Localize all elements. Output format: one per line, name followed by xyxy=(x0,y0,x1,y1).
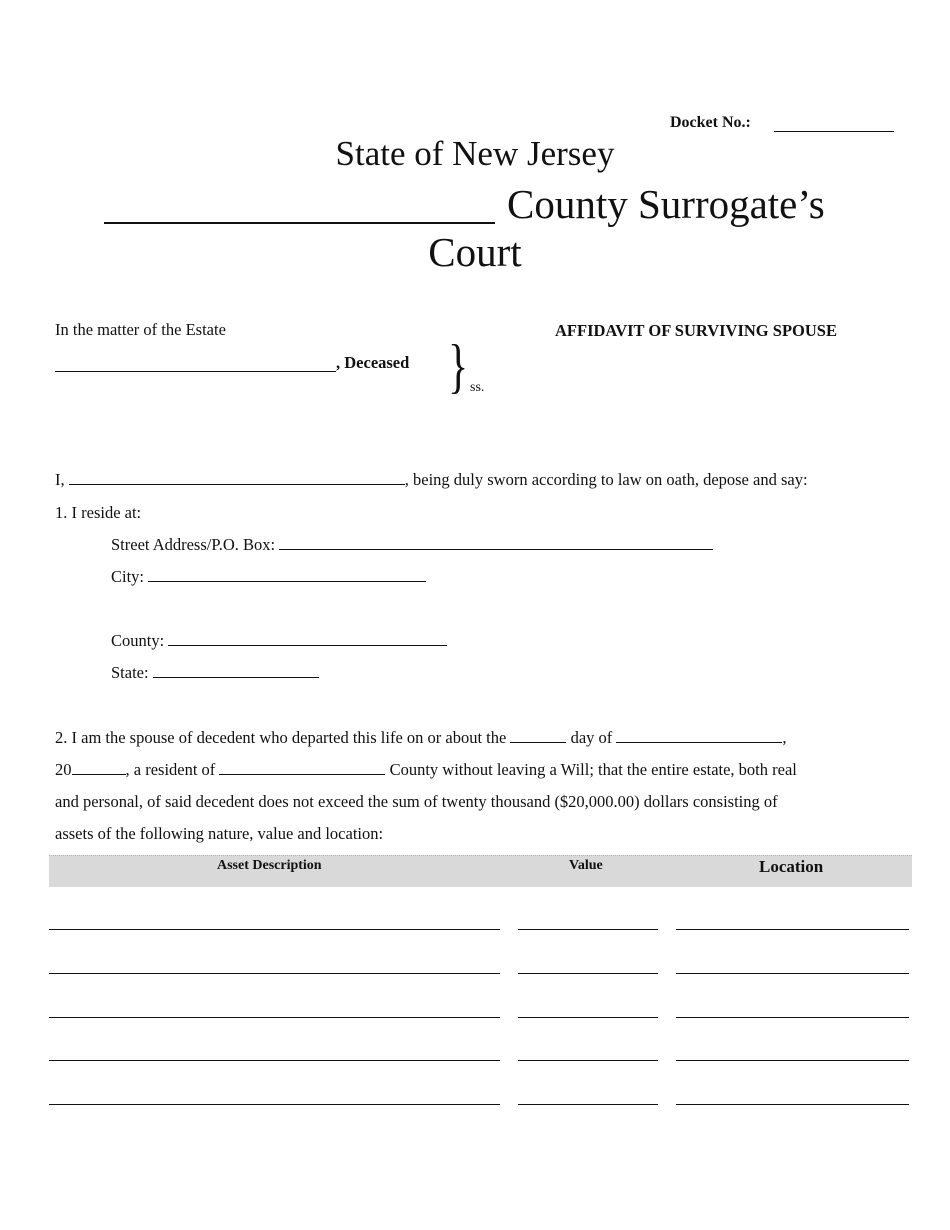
city-row xyxy=(111,567,426,587)
paragraph-2-text: 2. I am the spouse of decedent who departed this life on or about the xyxy=(55,728,507,747)
asset-location-field[interactable] xyxy=(676,1060,909,1061)
asset-description-field[interactable] xyxy=(49,1017,500,1018)
asset-value-field[interactable] xyxy=(518,1060,658,1061)
street-address-label: Street Address/P.O. Box: xyxy=(111,535,276,554)
county-name-field[interactable] xyxy=(104,222,495,224)
asset-value-field[interactable] xyxy=(518,973,658,974)
asset-location-field[interactable] xyxy=(676,1104,909,1105)
asset-location-field[interactable] xyxy=(676,973,909,974)
estate-matter-label: In the matter of the Estate xyxy=(55,320,226,339)
asset-location-field[interactable] xyxy=(676,1017,909,1018)
paragraph-2-line-4: assets of the following nature, value and location: xyxy=(55,824,384,843)
residence-heading: 1. I reside at: xyxy=(55,503,142,522)
oath-statement xyxy=(55,470,808,490)
asset-value-field[interactable] xyxy=(518,1104,658,1105)
oath-prefix: I, xyxy=(55,470,65,489)
decedent-name-field[interactable] xyxy=(55,371,336,372)
paragraph-2-line-2 xyxy=(55,760,797,780)
death-month-field[interactable] xyxy=(616,742,782,743)
location-header: Location xyxy=(759,857,824,876)
paragraph-2-text: , xyxy=(782,728,787,747)
resident-county-field[interactable] xyxy=(219,774,385,775)
value-header: Value xyxy=(569,858,603,873)
county-court-title: County Surrogate’s xyxy=(507,181,825,227)
deceased-label: , Deceased xyxy=(336,353,410,372)
state-label: State: xyxy=(111,663,149,682)
oath-suffix: , being duly sworn according to law on oath, depose and say: xyxy=(404,470,808,489)
asset-value-field[interactable] xyxy=(518,929,658,930)
asset-description-field[interactable] xyxy=(49,1104,500,1105)
paragraph-2-line-3: and personal, of said decedent does not exceed the sum of twenty thousand ($20,000.00) dollars consisting of xyxy=(55,792,778,811)
city-label: City: xyxy=(111,567,145,586)
paragraph-2-text: day of xyxy=(570,728,613,747)
paragraph-2-text: , a resident of xyxy=(125,760,216,779)
paragraph-2-text: County without leaving a Will; that the entire estate, both real xyxy=(389,760,797,779)
asset-description-field[interactable] xyxy=(49,1060,500,1061)
death-year-field[interactable] xyxy=(72,774,126,775)
affiant-name-field[interactable] xyxy=(69,484,405,485)
asset-description-field[interactable] xyxy=(49,929,500,930)
city-field[interactable] xyxy=(148,581,426,582)
affidavit-title: AFFIDAVIT OF SURVIVING SPOUSE xyxy=(555,321,837,340)
street-address-row xyxy=(111,535,713,555)
asset-location-field[interactable] xyxy=(676,929,909,930)
state-field[interactable] xyxy=(153,677,319,678)
county-label: County: xyxy=(111,631,165,650)
county-row xyxy=(111,631,447,651)
death-day-field[interactable] xyxy=(510,742,566,743)
state-title: State of New Jersey xyxy=(335,134,615,173)
asset-value-field[interactable] xyxy=(518,1017,658,1018)
curly-brace-icon: } xyxy=(448,333,469,399)
asset-table-header xyxy=(49,855,912,887)
docket-label: Docket No.: xyxy=(670,114,751,131)
asset-description-header: Asset Description xyxy=(217,858,322,873)
paragraph-2-line-1 xyxy=(55,728,787,748)
state-row xyxy=(111,663,319,683)
street-address-field[interactable] xyxy=(279,549,713,550)
asset-description-field[interactable] xyxy=(49,973,500,974)
county-field[interactable] xyxy=(168,645,447,646)
docket-number-field[interactable] xyxy=(774,131,894,132)
paragraph-2-text: 20 xyxy=(55,760,72,779)
ss-label: ss. xyxy=(470,380,485,395)
court-title: Court xyxy=(428,229,522,275)
